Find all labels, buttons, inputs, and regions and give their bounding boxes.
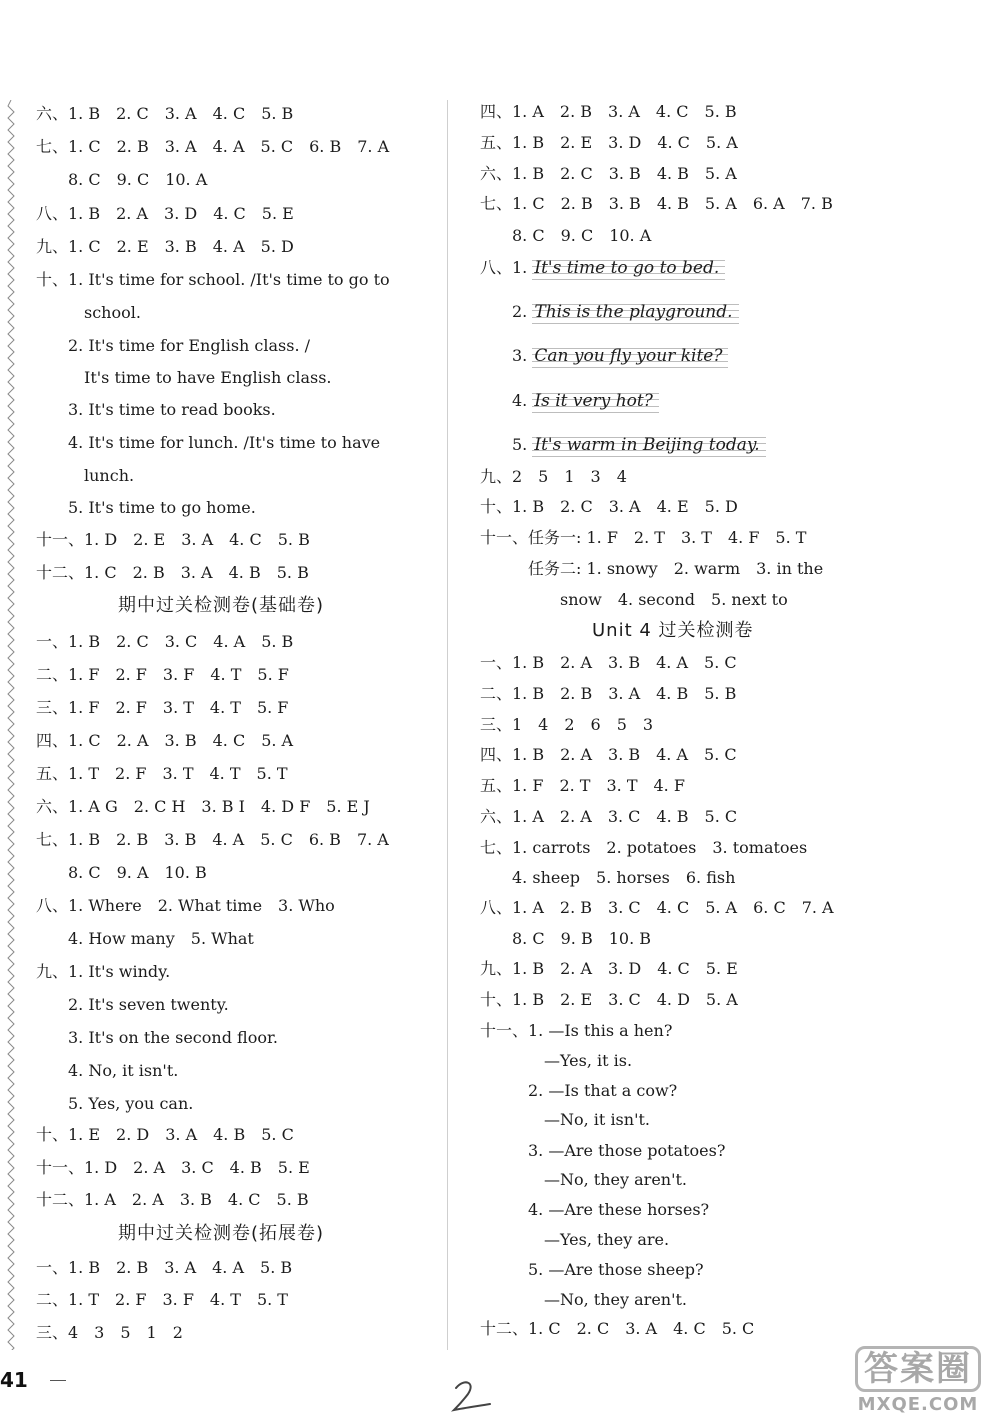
answer-line: school. xyxy=(36,303,141,322)
answer-line: 2. It's seven twenty. xyxy=(36,995,229,1014)
answer-line: 任务二: 1. snowy 2. warm 3. in the xyxy=(480,559,824,578)
answer-line: 3. It's on the second floor. xyxy=(36,1028,278,1047)
watermark-site: MXQE.COM xyxy=(857,1393,979,1415)
answer-line: 六、1. B 2. C 3. B 4. B 5. A xyxy=(480,164,737,183)
answer-line: 九、1. B 2. A 3. D 4. C 5. E xyxy=(480,959,738,978)
answer-line: 4. sheep 5. horses 6. fish xyxy=(480,868,736,887)
answer-line: 四、1. A 2. B 3. A 4. C 5. B xyxy=(480,102,737,121)
answer-line: 五、1. T 2. F 3. T 4. T 5. T xyxy=(36,764,288,783)
answer-line: 二、1. T 2. F 3. F 4. T 5. T xyxy=(36,1290,288,1309)
answer-line: 九、1. C 2. E 3. B 4. A 5. D xyxy=(36,237,294,256)
answer-line: 一、1. B 2. B 3. A 4. A 5. B xyxy=(36,1258,293,1277)
answer-line: 十二、1. C 2. C 3. A 4. C 5. C xyxy=(480,1319,755,1338)
answer-line: 十、1. It's time for school. /It's time to go to xyxy=(36,270,390,289)
answer-line: 3. —Are those potatoes? xyxy=(480,1141,726,1160)
answer-line: 十二、1. A 2. A 3. B 4. C 5. B xyxy=(36,1190,309,1209)
answer-line: 一、1. B 2. C 3. C 4. A 5. B xyxy=(36,632,294,651)
section-heading-midterm-extended: 期中过关检测卷(拓展卷) xyxy=(118,1223,325,1244)
answer-number: 3. xyxy=(480,346,528,365)
answer-line: 十一、1. D 2. E 3. A 4. C 5. B xyxy=(36,530,310,549)
answer-line: 4. How many 5. What xyxy=(36,929,254,948)
answer-line: 4. No, it isn't. xyxy=(36,1061,179,1080)
answer-line: 四、1. B 2. A 3. B 4. A 5. C xyxy=(480,745,737,764)
handwritten-answer-line xyxy=(480,391,659,413)
handwritten-sentence: It's warm in Beijing today. xyxy=(532,435,765,457)
watermark-logo: 答案圈 xyxy=(855,1346,981,1392)
answer-line: 二、1. F 2. F 3. F 4. T 5. F xyxy=(36,665,289,684)
answer-line: 十、1. E 2. D 3. A 4. B 5. C xyxy=(36,1125,294,1144)
answer-line: 8. C 9. B 10. B xyxy=(480,929,651,948)
answer-line: 十一、任务一: 1. F 2. T 3. T 4. F 5. T xyxy=(480,528,807,547)
answer-line: —Yes, they are. xyxy=(480,1230,670,1249)
handwritten-sentence: Is it very hot? xyxy=(532,391,658,413)
section-heading-midterm-basic: 期中过关检测卷(基础卷) xyxy=(118,595,325,616)
handwritten-answer-line xyxy=(480,302,739,324)
answer-line: 七、1. carrots 2. potatoes 3. tomatoes xyxy=(480,838,808,857)
answer-line: 五、1. B 2. E 3. D 4. C 5. A xyxy=(480,133,738,152)
answer-line: 4. It's time for lunch. /It's time to have xyxy=(36,433,381,452)
answer-number: 八、1. xyxy=(480,258,528,277)
answer-line: 十、1. B 2. C 3. A 4. E 5. D xyxy=(480,497,738,516)
page-number: 41 xyxy=(0,1368,28,1392)
answer-line: 2. It's time for English class. / xyxy=(36,336,311,355)
answer-line: 七、1. B 2. B 3. B 4. A 5. C 6. B 7. A xyxy=(36,830,389,849)
answer-line: 六、1. A 2. A 3. C 4. B 5. C xyxy=(480,807,738,826)
answer-line: 8. C 9. C 10. A xyxy=(480,226,652,245)
answer-number: 4. xyxy=(480,391,528,410)
answer-line: 五、1. F 2. T 3. T 4. F xyxy=(480,776,685,795)
column-divider xyxy=(447,100,448,1350)
section-heading-unit4: Unit 4 过关检测卷 xyxy=(592,620,754,641)
answer-number: 5. xyxy=(480,435,528,454)
answer-line: 八、1. B 2. A 3. D 4. C 5. E xyxy=(36,204,294,223)
handwritten-answer-line xyxy=(480,435,766,457)
answer-line: 三、1 4 2 6 5 3 xyxy=(480,715,654,734)
handwritten-answer-line xyxy=(480,346,728,368)
answer-line: 九、2 5 1 3 4 xyxy=(480,467,627,486)
answer-number: 2. xyxy=(480,302,528,321)
answer-line: 七、1. C 2. B 3. B 4. B 5. A 6. A 7. B xyxy=(480,194,833,213)
answer-line: 一、1. B 2. A 3. B 4. A 5. C xyxy=(480,653,737,672)
answer-line: 三、4 3 5 1 2 xyxy=(36,1323,183,1342)
answer-line: 十一、1. D 2. A 3. C 4. B 5. E xyxy=(36,1158,310,1177)
answer-line: 5. It's time to go home. xyxy=(36,498,256,517)
handwritten-sentence: It's time to go to bed. xyxy=(532,258,725,280)
answer-line: 3. It's time to read books. xyxy=(36,400,276,419)
answer-line: 九、1. It's windy. xyxy=(36,962,171,981)
answer-line: 六、1. B 2. C 3. A 4. C 5. B xyxy=(36,104,294,123)
answer-line: lunch. xyxy=(36,466,135,485)
answer-line: 八、1. A 2. B 3. C 4. C 5. A 6. C 7. A xyxy=(480,898,834,917)
answer-line: 2. —Is that a cow? xyxy=(480,1081,678,1100)
answer-line: 5. Yes, you can. xyxy=(36,1094,194,1113)
answer-line: —No, they aren't. xyxy=(480,1170,688,1189)
answer-line: 八、1. Where 2. What time 3. Who xyxy=(36,896,335,915)
answer-line: —No, they aren't. xyxy=(480,1290,688,1309)
answer-line: 十一、1. —Is this a hen? xyxy=(480,1021,673,1040)
handwritten-sentence: This is the playground. xyxy=(532,302,738,324)
answer-line: 8. C 9. C 10. A xyxy=(36,170,208,189)
answer-line: 5. —Are those sheep? xyxy=(480,1260,704,1279)
answer-line: —No, it isn't. xyxy=(480,1110,650,1129)
answer-line: snow 4. second 5. next to xyxy=(480,590,788,609)
answer-line: 六、1. A G 2. C H 3. B I 4. D F 5. E J xyxy=(36,797,370,816)
answer-line: 二、1. B 2. B 3. A 4. B 5. B xyxy=(480,684,737,703)
answer-line: 4. —Are these horses? xyxy=(480,1200,710,1219)
answer-line: 十二、1. C 2. B 3. A 4. B 5. B xyxy=(36,563,309,582)
handwritten-sentence: Can you fly your kite? xyxy=(532,346,728,368)
answer-line: 四、1. C 2. A 3. B 4. C 5. A xyxy=(36,731,294,750)
answer-line: 七、1. C 2. B 3. A 4. A 5. C 6. B 7. A xyxy=(36,137,390,156)
answer-line: 8. C 9. A 10. B xyxy=(36,863,207,882)
answer-line: 十、1. B 2. E 3. C 4. D 5. A xyxy=(480,990,738,1009)
answer-line: 三、1. F 2. F 3. T 4. T 5. F xyxy=(36,698,289,717)
binding-edge-zigzag xyxy=(6,100,16,1350)
watermark xyxy=(838,1338,998,1422)
answer-line: —Yes, it is. xyxy=(480,1051,633,1070)
handwritten-answer-line xyxy=(480,258,725,280)
pencil-scribble-mark xyxy=(450,1378,494,1414)
page-number-dash xyxy=(50,1380,66,1381)
answer-line: It's time to have English class. xyxy=(36,368,332,387)
